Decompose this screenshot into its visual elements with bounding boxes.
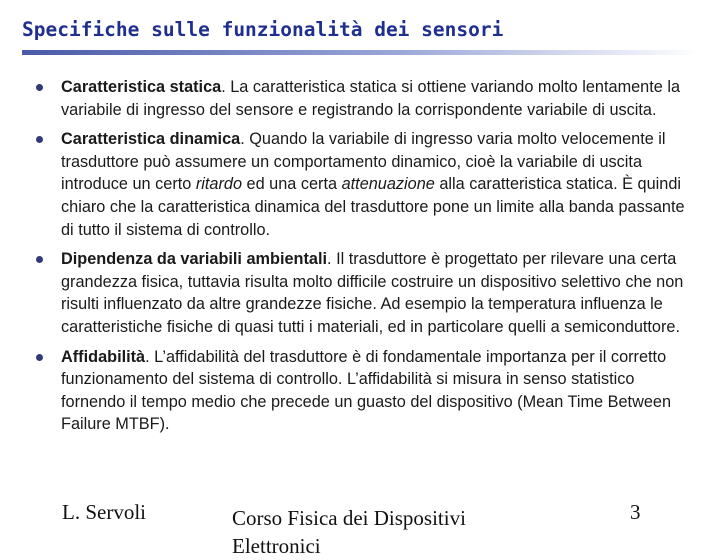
list-item [30, 76, 698, 121]
footer-course: Corso Fisica dei Dispositivi Elettronici [232, 506, 466, 558]
item-text: alla caratteristica statica. È quindi chiaro che la caratteristica dinamica del trasduttore pone un limite alla banda passante di tutto il sistema di controllo. [61, 175, 685, 239]
italic-term: ritardo [195, 175, 243, 194]
bullet-icon [36, 256, 43, 263]
item-heading: Affidabilità [61, 347, 146, 366]
item-heading: Caratteristica dinamica [61, 130, 241, 149]
bullet-icon [36, 136, 43, 143]
list-item [30, 128, 698, 241]
bullet-list [30, 76, 698, 443]
slide-title: Specifiche sulle funzionalità dei sensori [22, 18, 504, 41]
list-item [30, 346, 698, 436]
item-text: . La caratteristica statica si ottiene variando molto lentamente la variabile di ingresso del sensore e registrando la corrispondente variabile di uscita. [61, 78, 681, 119]
bullet-icon [36, 84, 43, 91]
item-text: . Quando la variabile di ingresso varia molto velocemente il trasduttore può assumere un comportamento dinamico, cioè la variabile di uscita introduce un certo [61, 130, 666, 194]
item-heading: Dipendenza da variabili ambientali [61, 250, 328, 269]
item-text: ed una certa [242, 175, 342, 194]
footer-page-number: 3 [630, 500, 641, 524]
item-heading: Caratteristica statica [61, 78, 222, 96]
footer-author: L. Servoli [62, 500, 146, 524]
italic-term: attenuazione [341, 175, 435, 194]
title-underline [22, 50, 700, 55]
item-text: . L’affidabilità del trasduttore è di fondamentale importanza per il corretto funzionamento del sistema di controllo. L’affidabilità si misura in senso statistico fornendo il tempo medio che precede un guasto del dispositivo (Mean Time Between Failure MTBF). [61, 347, 671, 434]
item-text: . Il trasduttore è progettato per rilevare una certa grandezza fisica, tuttavia risulta molto difficile costruire un dispositivo selettivo che non risulti influenzato da altre grandezze fisiche. Ad esempio la temperatura influenza le caratteristiche fisiche di quasi tutti i materiali, ed in particolare quelli a semiconduttore. [61, 250, 684, 336]
bullet-icon [36, 354, 43, 361]
list-item [30, 248, 698, 338]
